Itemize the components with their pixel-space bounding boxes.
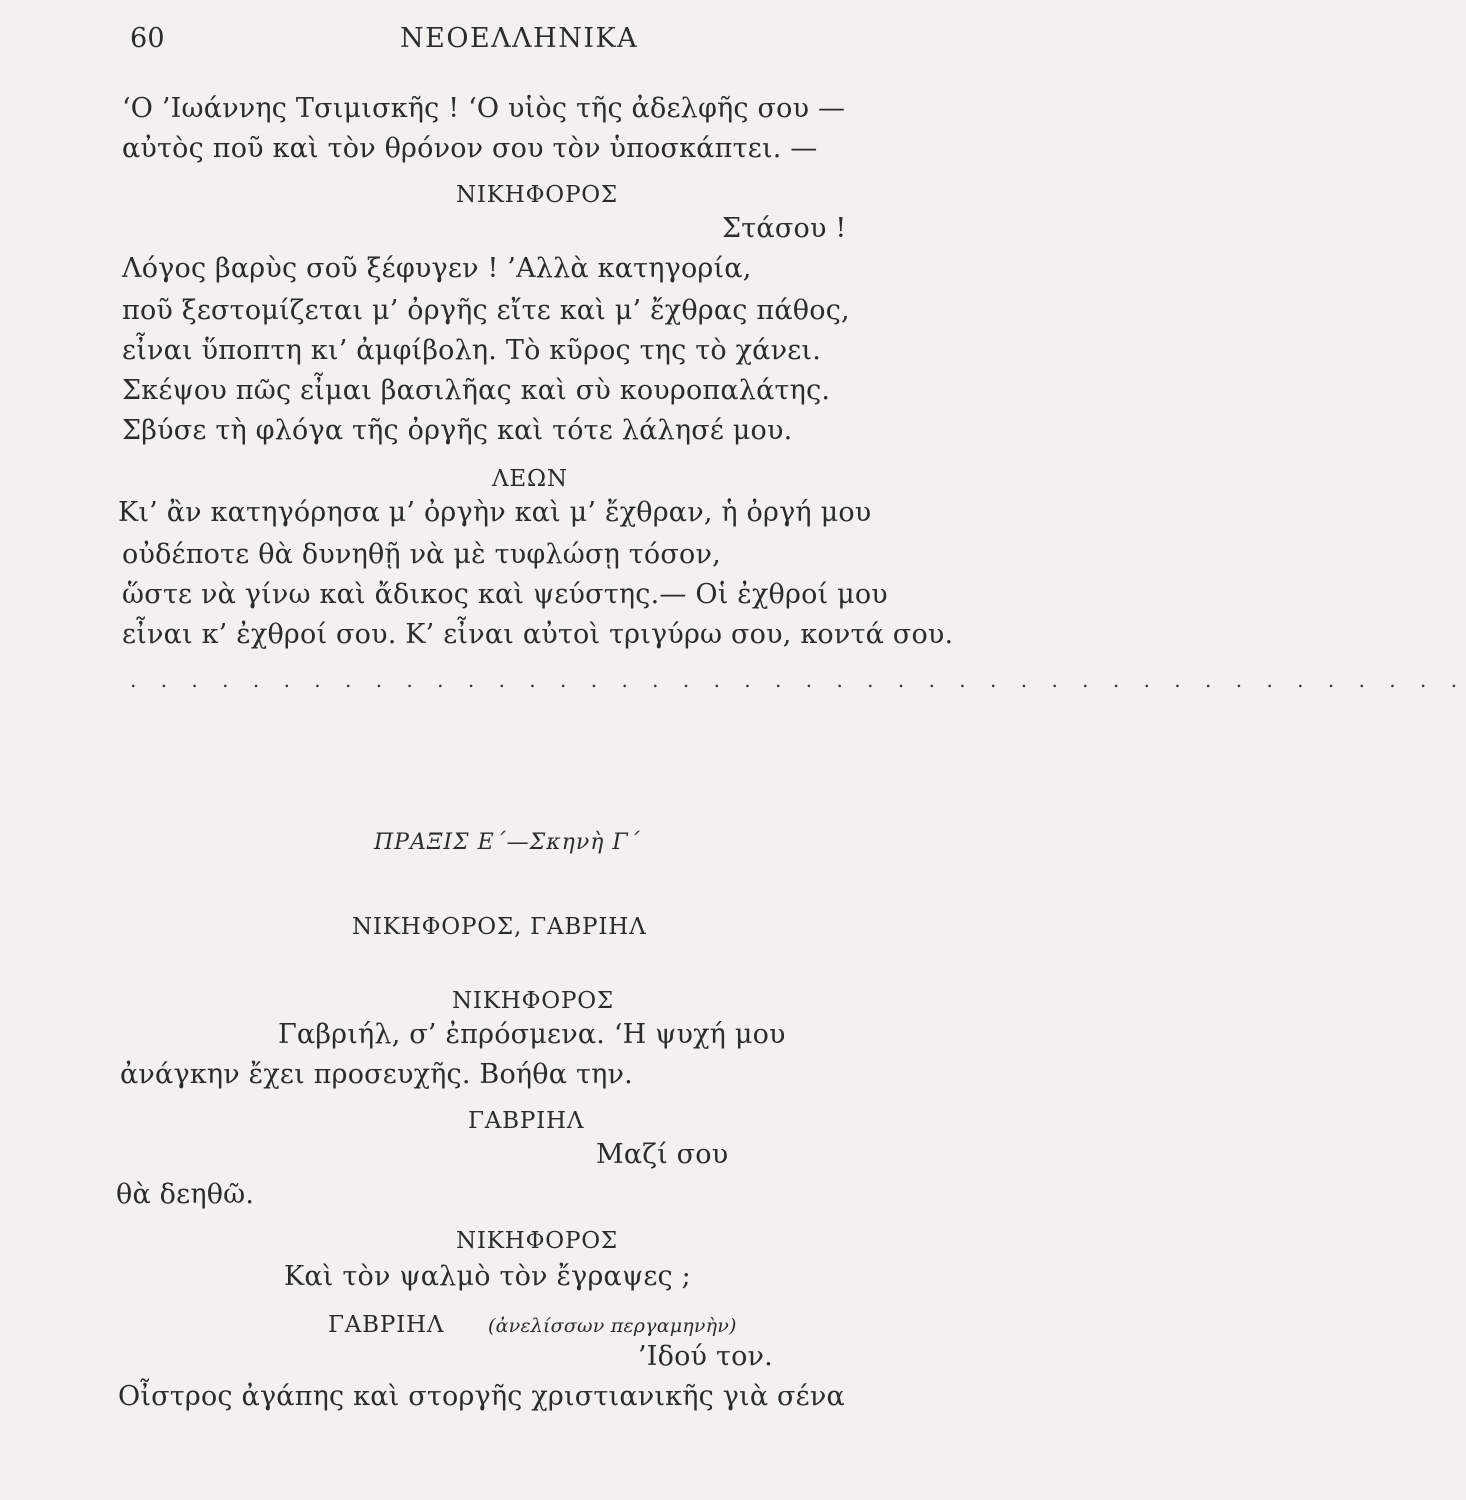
verse-line: οὐδέποτε θὰ δυνηθῇ νὰ μὲ τυφλώσῃ τόσον, xyxy=(122,539,721,570)
verse-line: Καὶ τὸν ψαλμὸ τὸν ἔγραψες ; xyxy=(284,1261,691,1292)
verse-line: Μαζί σου xyxy=(596,1139,729,1170)
verse-line: θὰ δεηθῶ. xyxy=(116,1179,255,1210)
verse-line: ’Ιδού τον. xyxy=(638,1341,773,1372)
verse-line: Οἶστρος ἀγάπης καὶ στοργῆς χριστιανικῆς γιὰ σένα xyxy=(118,1381,845,1412)
verse-line: Λόγος βαρὺς σοῦ ξέφυγεν ! ’Αλλὰ κατηγορία, xyxy=(122,253,752,284)
speaker-name: ΝΙΚΗΦΟΡΟΣ xyxy=(456,1228,618,1254)
verse-line: ἀνάγκην ἔχει προσευχῆς. Βοήθα την. xyxy=(120,1059,633,1090)
verse-line: Στάσου ! xyxy=(722,213,847,244)
verse-line: ὥστε νὰ γίνω καὶ ἄδικος καὶ ψεύστης.— Οἱ ἐχθροί μου xyxy=(122,579,888,610)
verse-line: Σκέψου πῶς εἶμαι βασιλῆας καὶ σὺ κουροπαλάτης. xyxy=(122,375,831,406)
verse-line: Γαβριήλ, σ’ ἐπρόσμενα. ‘Η ψυχή μου xyxy=(278,1019,786,1050)
verse-line: Σβύσε τὴ φλόγα τῆς ὀργῆς καὶ τότε λάλησέ μου. xyxy=(122,415,793,446)
scene-heading: ΠΡΑΞΙΣ Ε΄—Σκηνὴ Γ΄ xyxy=(374,830,641,855)
ellipsis-row: . . . . . . . . . . . . . . . . . . . . . . . . . . . . . . . . . . . . . . . . . . . . xyxy=(130,668,1466,692)
verse-line: ποῦ ξεστομίζεται μ’ ὀργῆς εἴτε καὶ μ’ ἔχθρας πάθος, xyxy=(122,295,850,326)
verse-line: εἶναι κ’ ἐχθροί σου. Κ’ εἶναι αὐτοὶ τριγύρω σου, κοντά σου. xyxy=(122,619,954,650)
stage-direction: (ἀνελίσσων περγαμηνὴν) xyxy=(488,1315,737,1337)
scene-characters: ΝΙΚΗΦΟΡΟΣ, ΓΑΒΡΙΗΛ xyxy=(352,914,647,940)
verse-line: ‘Ο ’Ιωάννης Τσιμισκῆς ! ‘Ο υἱὸς τῆς ἀδελφῆς σου — xyxy=(122,93,846,124)
speaker-name: ΝΙΚΗΦΟΡΟΣ xyxy=(452,988,614,1014)
running-title: ΝΕΟΕΛΛΗΝΙΚΑ xyxy=(400,23,639,54)
speaker-name: ΝΙΚΗΦΟΡΟΣ xyxy=(456,182,618,208)
speaker-name: ΓΑΒΡΙΗΛ xyxy=(328,1312,445,1338)
verse-line: Κι’ ἂν κατηγόρησα μ’ ὀργὴν καὶ μ’ ἔχθραν, ἡ ὀργή μου xyxy=(118,497,872,528)
page-number: 60 xyxy=(130,23,165,54)
verse-line: αὐτὸς ποῦ καὶ τὸν θρόνον σου τὸν ὑποσκάπτει. — xyxy=(122,133,818,164)
verse-line: εἶναι ὕποπτη κι’ ἀμφίβολη. Τὸ κῦρος της τὸ χάνει. xyxy=(122,335,821,366)
speaker-name: ΛΕΩΝ xyxy=(492,466,568,492)
speaker-name: ΓΑΒΡΙΗΛ xyxy=(468,1108,585,1134)
